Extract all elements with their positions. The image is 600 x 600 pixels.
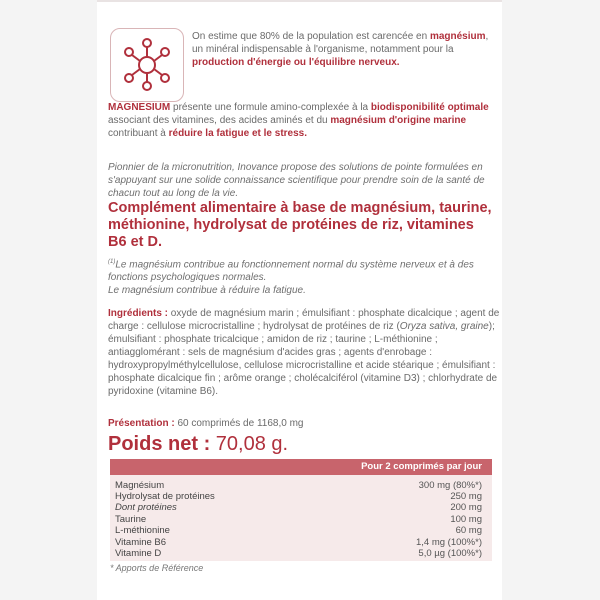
row-value: 250 mg: [450, 491, 482, 502]
row-value: 1,4 mg (100%*): [415, 537, 482, 548]
intro-bold-1: magnésium: [429, 31, 486, 42]
intro-paragraph: [192, 30, 492, 69]
ingredients-italic: Oryza sativa, graine: [399, 321, 489, 332]
mag-bold-3: magnésium d'origine marine: [330, 115, 467, 126]
molecule-icon-box: [110, 28, 184, 102]
mag-bold-4: réduire la fatigue et le stress.: [168, 128, 307, 139]
intro-text-1: On estime que 80% de la population est carencée en: [192, 31, 430, 42]
mag-bold-2: biodisponibilité optimale: [370, 102, 489, 113]
nutrition-table-header: [110, 459, 492, 475]
row-name: Vitamine B6: [115, 537, 167, 548]
intro-text-2: , un minéral indispensable à l'organisme, notamment pour la: [192, 31, 489, 55]
nutrition-table-body: [110, 475, 492, 561]
row-value: 5,0 µg (100%*): [418, 548, 482, 559]
mag-bold-1: MAGNESIUM: [108, 102, 171, 113]
net-weight-value: 70,08 g.: [210, 433, 289, 455]
claims-line-1: Le magnésium contribue au fonctionnement normal du système nerveux et à des fonctions psychologiques normales.: [108, 259, 474, 284]
row-name: Vitamine D: [115, 548, 162, 559]
pioneer-paragraph: Pionnier de la micronutrition, Inovance propose des solutions de pointe formulées en s'appuyant sur une solide connaissance scientifique pour prendre soin de la santé de chacun tout au long de la vie.: [108, 162, 485, 199]
card-edge: [97, 0, 502, 2]
magnesium-paragraph: [108, 101, 494, 140]
row-name: Hydrolysat de protéines: [115, 491, 215, 502]
mag-text-2: associant des vitamines, des acides aminés et du: [108, 115, 331, 126]
table-row: [110, 525, 492, 536]
table-row: [110, 491, 492, 502]
net-weight-label: Poids net :: [108, 433, 211, 455]
net-weight: [108, 432, 288, 456]
product-headline: Complément alimentaire à base de magnésium, taurine, méthionine, hydrolysat de protéines de riz, vitamines B6 et D.: [108, 200, 492, 250]
row-name: Taurine: [115, 514, 147, 525]
health-claims: [108, 256, 496, 297]
table-header-label: Pour 2 comprimés par jour: [361, 461, 482, 472]
claims-line-2: Le magnésium contribue à réduire la fatigue.: [108, 285, 306, 297]
ingredients-text-2: ); émulsifiant : phosphate tricalcique ; amidon de riz ; taurine ; L-méthionine ; antiagglomérant : sels de magnésium d'acides gras ; agents d'enrobage : hydroxypropylméthylcellulose, cellulose microcristalline et acide stéarique ; émulsifiant : phosphate dicalcique fin ; arôme orange ; cholécalciférol (vitamine D3) ; chlorhydrate de pyridoxine (vitamine B6).: [108, 321, 498, 397]
mag-text-3: contribuant à: [108, 128, 169, 139]
presentation-line: [108, 417, 498, 430]
table-footnote: * Apports de Référence: [110, 563, 204, 573]
table-row: [110, 502, 492, 513]
row-value: 200 mg: [450, 502, 482, 513]
presentation-text: 60 comprimés de 1168,0 mg: [174, 418, 304, 429]
row-value: 300 mg (80%*): [418, 480, 482, 491]
row-name: Dont protéines: [115, 502, 177, 513]
mag-text-1: présente une formule amino-complexée à la: [170, 102, 371, 113]
ingredients-text-1: oxyde de magnésium marin ; émulsifiant : phosphate dicalcique ; agent de charge : cellulose microcristalline ; hydrolysat de protéines de riz (: [108, 308, 500, 332]
row-name: L-méthionine: [115, 525, 170, 536]
table-row: [110, 548, 492, 559]
presentation-label: Présentation :: [108, 418, 175, 429]
table-row: [110, 537, 492, 548]
table-row: [110, 514, 492, 525]
claims-superscript: (1): [108, 259, 116, 265]
ingredients-label: Ingrédients :: [108, 308, 169, 319]
ingredients-paragraph: [108, 307, 500, 398]
table-row: [110, 480, 492, 491]
intro-bold-2: production d'énergie ou l'équilibre nerveux.: [192, 57, 400, 68]
row-value: 60 mg: [455, 525, 482, 536]
row-name: Magnésium: [115, 480, 165, 491]
row-value: 100 mg: [450, 514, 482, 525]
molecule-icon: [111, 29, 183, 101]
